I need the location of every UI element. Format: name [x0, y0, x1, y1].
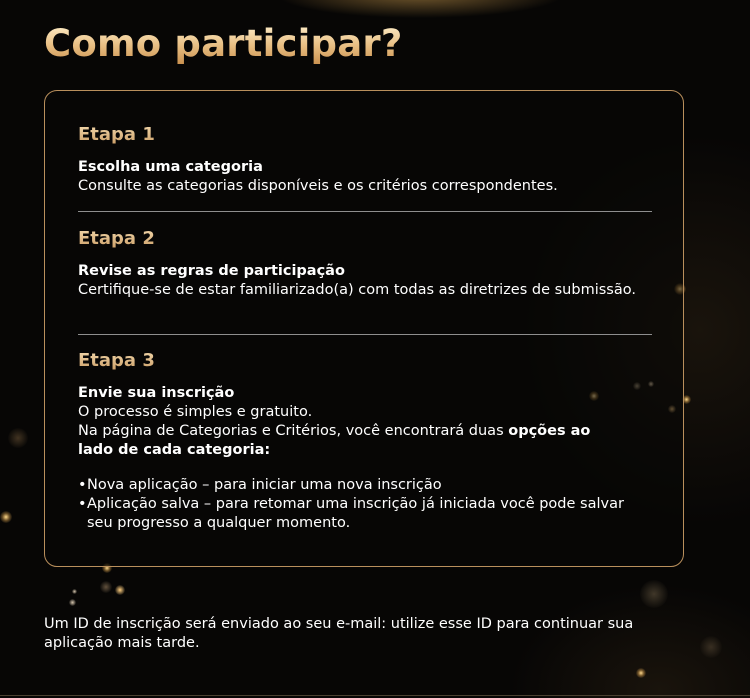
step-1-label: Etapa 1: [78, 124, 653, 146]
bokeh-light: [700, 636, 722, 658]
step-3-line2-bold: opções ao: [508, 423, 591, 439]
step-3-heading: Envie sua inscrição: [78, 385, 235, 401]
bokeh-light: [69, 599, 76, 606]
bullet-icon: •: [78, 496, 87, 512]
divider: [78, 334, 652, 335]
list-item-text: Nova aplicação – para iniciar uma nova inscrição: [87, 477, 442, 493]
step-1-heading: Escolha uma categoria: [78, 159, 263, 175]
step-2-description: Certifique-se de estar familiarizado(a) com todas as diretrizes de submissão.: [78, 282, 636, 298]
step-3-line2-prefix: Na página de Categorias e Critérios, você encontrará duas: [78, 423, 504, 439]
bokeh-light: [636, 668, 646, 678]
bokeh-light: [8, 428, 28, 448]
divider: [78, 211, 652, 212]
step-2: [78, 228, 653, 300]
list-item: [78, 495, 653, 533]
bokeh-light: [115, 585, 125, 595]
steps-card: [44, 90, 684, 567]
step-3-line1: O processo é simples e gratuito.: [78, 404, 313, 420]
bottom-border: [0, 695, 750, 696]
bokeh-light: [640, 580, 668, 608]
step-3: [78, 350, 653, 533]
step-3-line2: [78, 422, 653, 441]
bokeh-light: [0, 511, 12, 523]
step-1: [78, 124, 653, 196]
step-3-line3-bold: lado de cada categoria:: [78, 442, 271, 458]
step-2-label: Etapa 2: [78, 228, 653, 250]
page-title: Como participar?: [44, 22, 403, 65]
list-item: [78, 476, 653, 495]
step-2-heading: Revise as regras de participação: [78, 263, 345, 279]
footer-note: Um ID de inscrição será enviado ao seu e-mail: utilize esse ID para continuar sua aplicação mais tarde.: [44, 616, 634, 651]
bullet-icon: •: [78, 477, 87, 493]
bokeh-light: [72, 589, 77, 594]
list-item-text: Aplicação salva – para retomar uma inscrição já iniciada você pode salvar seu progresso a qualquer momento.: [87, 496, 624, 531]
step-3-label: Etapa 3: [78, 350, 653, 372]
step-1-description: Consulte as categorias disponíveis e os critérios correspondentes.: [78, 178, 558, 194]
step-3-line3: [78, 441, 653, 460]
bokeh-light: [100, 581, 112, 593]
